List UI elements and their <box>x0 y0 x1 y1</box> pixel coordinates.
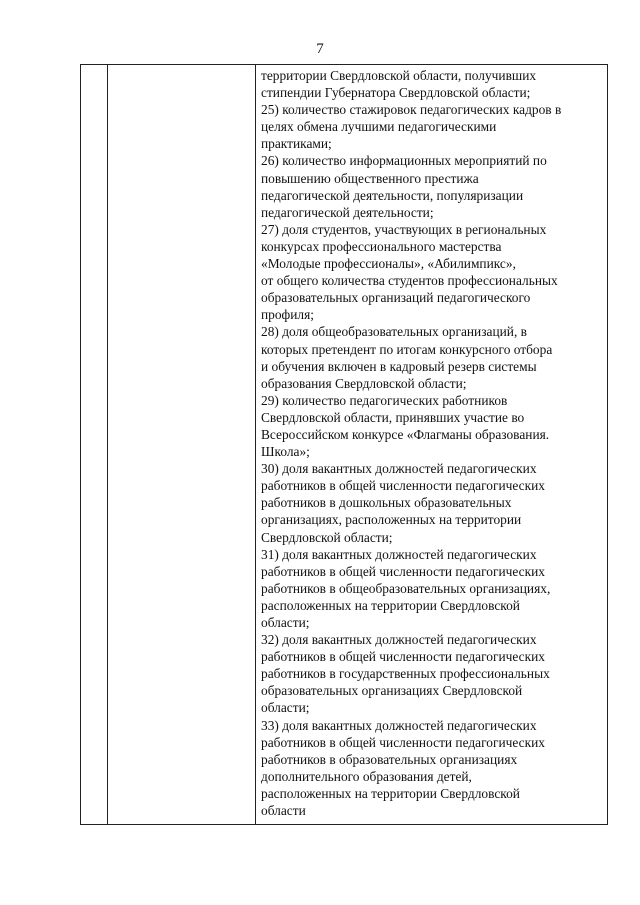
indicators-table <box>80 64 608 825</box>
table-cell-number <box>81 65 108 825</box>
indicators-text: территории Свердловской области, получивших стипендии Губернатора Свердловской области; 25) количество стажировок педагогических кадров в целях обмена лучшими педагогическими практиками; 26) количество информационных мероприятий по повышению общественного престижа педагогической деятельности, популяризации педагогической деятельности; 27) доля студентов, участвующих в региональных конкурсах профессионального мастерства «Молодые профессионалы», «Абилимпикс», от общего количества студентов профессиональных образовательных организаций педагогического профиля; 28) доля общеобразовательных организаций, в которых претендент по итогам конкурсного отбора и обучения включен в кадровый резерв системы образования Свердловской области; 29) количество педагогических работников Свердловской области, принявших участие во Всероссийском конкурсе «Флагманы образования. Школа»; 30) доля вакантных должностей педагогических работников в общей численности педагогических работников в дошкольных образовательных организациях, расположенных на территории Свердловской области; 31) доля вакантных должностей педагогических работников в общей численности педагогических работников в общеобразовательных организациях, расположенных на территории Свердловской области; 32) доля вакантных должностей педагогических работников в общей численности педагогических работников в государственных профессиональных образовательных организациях Свердловской области; 33) доля вакантных должностей педагогических работников в общей численности педагогических работников в образовательных организациях дополнительного образования детей, расположенных на территории Свердловской области <box>261 68 562 819</box>
table-cell-indicators <box>256 65 608 825</box>
page-number: 7 <box>316 41 324 57</box>
table-cell-empty <box>108 65 256 825</box>
table-row <box>81 65 608 825</box>
